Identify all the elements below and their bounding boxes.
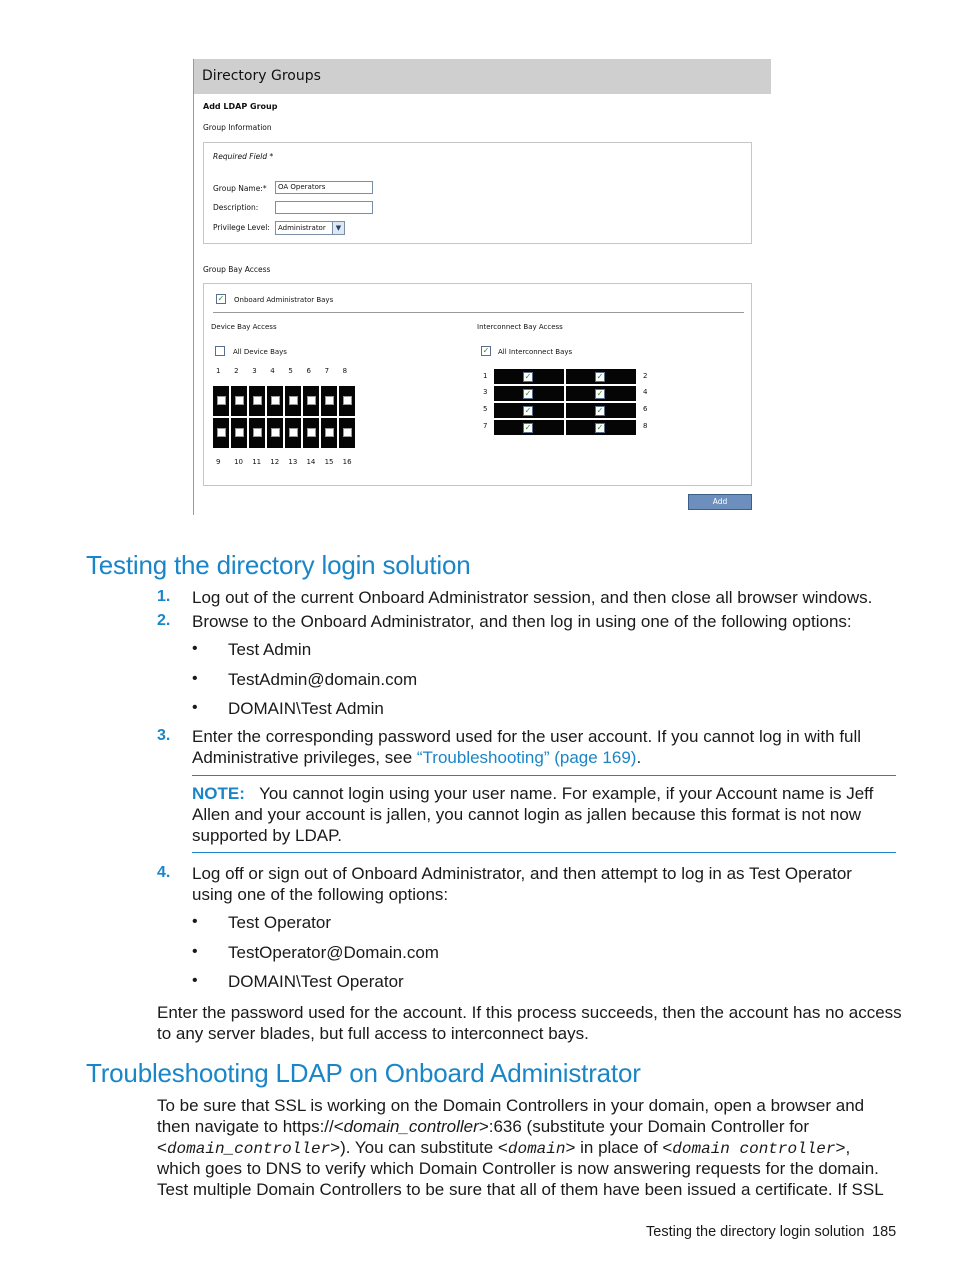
- add-button[interactable]: Add: [688, 494, 752, 510]
- bay-checkbox[interactable]: [343, 428, 352, 437]
- paragraph-line: Test multiple Domain Controllers to be sure that all of them have been issued a certificate. If SSL: [157, 1180, 884, 1199]
- ic-bay-number: 8: [643, 422, 648, 430]
- note-label: NOTE:: [192, 784, 245, 803]
- bay-number: 1: [216, 367, 221, 375]
- interconnect-bay[interactable]: [494, 420, 564, 435]
- paragraph-line: [157, 1137, 850, 1160]
- bay-number: 11: [252, 458, 262, 466]
- interconnect-bay-access-label: Interconnect Bay Access: [477, 323, 563, 331]
- step-text-line: [192, 747, 641, 768]
- bay-number: 8: [342, 367, 348, 375]
- bay-number: 6: [306, 367, 311, 375]
- bay-number: 13: [288, 458, 298, 466]
- bay-number: 5: [288, 367, 293, 375]
- step-text: Enter the corresponding password used for the user account. If you cannot log in with full: [192, 727, 862, 746]
- device-bay[interactable]: [285, 386, 301, 416]
- group-name-input[interactable]: OA Operators: [275, 181, 373, 194]
- group-bay-access-heading: Group Bay Access: [203, 265, 271, 274]
- interconnect-bay[interactable]: [494, 386, 564, 401]
- code-text: domain controller: [672, 1140, 836, 1158]
- note-text: supported by LDAP.: [192, 826, 342, 845]
- ic-bay-number: 5: [483, 405, 488, 413]
- chevron-down-icon[interactable]: ▼: [332, 222, 344, 234]
- bay-number: 14: [306, 458, 316, 466]
- closing-paragraph: to any server blades, but full access to interconnect bays.: [157, 1024, 589, 1043]
- device-bay[interactable]: [267, 386, 283, 416]
- step-number: 2.: [157, 612, 171, 629]
- bay-number: 10: [234, 458, 244, 466]
- device-bay[interactable]: [321, 386, 337, 416]
- note-text: Allen and your account is jallen, you cannot login as jallen because this format is not now: [192, 805, 862, 824]
- bay-checkbox[interactable]: [235, 428, 244, 437]
- code-text: domain: [507, 1140, 566, 1158]
- bay-checkbox[interactable]: [271, 396, 280, 405]
- text: >). You can substitute <: [330, 1138, 508, 1157]
- bullet: •: [192, 972, 198, 989]
- figure-title: Directory Groups: [202, 68, 321, 84]
- all-device-bays-label: All Device Bays: [233, 348, 287, 356]
- interconnect-bay[interactable]: [494, 369, 564, 384]
- bay-checkbox[interactable]: [289, 428, 298, 437]
- group-information-heading: Group Information: [203, 123, 272, 132]
- bay-number: 4: [270, 367, 275, 375]
- interconnect-bay[interactable]: [566, 386, 636, 401]
- interconnect-bay[interactable]: [566, 369, 636, 384]
- bay-checkbox[interactable]: ✓: [596, 372, 604, 381]
- step-number: 3.: [157, 727, 171, 744]
- paragraph-line: [157, 1116, 809, 1137]
- troubleshooting-link[interactable]: “Troubleshooting” (page 169): [416, 748, 637, 767]
- step-number: 1.: [157, 588, 171, 605]
- login-option: Test Admin: [228, 640, 312, 659]
- bay-checkbox[interactable]: [271, 428, 280, 437]
- bullet: •: [192, 670, 198, 687]
- text: then navigate to https://<: [157, 1117, 344, 1136]
- device-bay[interactable]: [213, 386, 229, 416]
- step-text: Browse to the Onboard Administrator, and then log in using one of the following options:: [192, 612, 852, 631]
- bay-number: 2: [234, 367, 239, 375]
- bay-checkbox[interactable]: [325, 428, 334, 437]
- bay-checkbox[interactable]: ✓: [596, 423, 604, 432]
- oa-bays-label: Onboard Administrator Bays: [234, 296, 334, 304]
- bay-checkbox[interactable]: [289, 396, 298, 405]
- device-bay[interactable]: [339, 418, 355, 448]
- bay-checkbox[interactable]: [307, 396, 316, 405]
- device-bay[interactable]: [321, 418, 337, 448]
- step-text-post: .: [636, 748, 642, 767]
- text: >:636 (substitute your Domain Controller for: [478, 1117, 810, 1136]
- footer-section-title: Testing the directory login solution: [646, 1224, 865, 1240]
- group-information-box: [203, 142, 752, 244]
- bay-checkbox[interactable]: ✓: [524, 423, 532, 432]
- bay-number: 15: [324, 458, 334, 466]
- device-bay[interactable]: [213, 418, 229, 448]
- note-bottom-rule: [192, 852, 896, 853]
- page-number: 185: [872, 1224, 897, 1240]
- bay-checkbox[interactable]: ✓: [524, 406, 532, 415]
- figure-title-bar: [194, 59, 771, 94]
- ic-bay-number: 3: [483, 388, 488, 396]
- interconnect-bay[interactable]: [566, 420, 636, 435]
- bay-checkbox[interactable]: [325, 396, 334, 405]
- bay-checkbox[interactable]: ✓: [524, 389, 532, 398]
- bullet: •: [192, 640, 198, 657]
- interconnect-bay[interactable]: [494, 403, 564, 418]
- section-heading-testing: Testing the directory login solution: [86, 550, 471, 580]
- section-heading-troubleshooting: Troubleshooting LDAP on Onboard Administrator: [86, 1058, 641, 1088]
- interconnect-bay[interactable]: [566, 403, 636, 418]
- divider: [213, 312, 744, 313]
- group-name-label: Group Name:*: [213, 184, 267, 193]
- privilege-level-value: Administrator: [278, 224, 326, 232]
- device-bay[interactable]: [339, 386, 355, 416]
- device-bay[interactable]: [231, 386, 247, 416]
- device-bay[interactable]: [303, 418, 319, 448]
- step-text-pre: Administrative privileges, see: [192, 748, 417, 767]
- bay-checkbox[interactable]: [217, 428, 226, 437]
- login-option: Test Operator: [228, 913, 331, 932]
- bay-checkbox[interactable]: ✓: [596, 406, 604, 415]
- all-interconnect-bays-label: All Interconnect Bays: [498, 348, 573, 356]
- bay-checkbox[interactable]: ✓: [524, 372, 532, 381]
- ic-bay-number: 7: [483, 422, 488, 430]
- bay-checkbox[interactable]: [235, 396, 244, 405]
- bay-checkbox[interactable]: [343, 396, 352, 405]
- bullet: •: [192, 699, 198, 716]
- step-text: Log out of the current Onboard Administrator session, and then close all browser windows.: [192, 588, 873, 607]
- oa-bays-checkbox[interactable]: ✓: [217, 294, 225, 303]
- device-bay-access-label: Device Bay Access: [211, 323, 277, 331]
- all-device-bays-checkbox[interactable]: [215, 346, 225, 356]
- login-option: DOMAIN\Test Operator: [228, 972, 404, 991]
- login-option: TestOperator@Domain.com: [228, 943, 439, 962]
- ic-bay-number: 4: [643, 388, 648, 396]
- device-bay[interactable]: [249, 418, 265, 448]
- description-input[interactable]: [275, 201, 373, 214]
- description-label: Description:: [213, 203, 259, 212]
- bullet: •: [192, 913, 198, 930]
- text: > in place of <: [565, 1138, 673, 1157]
- bay-checkbox[interactable]: [253, 428, 262, 437]
- login-option: TestAdmin@domain.com: [228, 670, 418, 689]
- device-bay[interactable]: [249, 386, 265, 416]
- bay-checkbox[interactable]: [217, 396, 226, 405]
- device-bay-row-bottom: [213, 418, 355, 448]
- privilege-level-select[interactable]: [275, 221, 345, 235]
- all-interconnect-bays-checkbox[interactable]: ✓: [482, 346, 490, 355]
- bullet: •: [192, 943, 198, 960]
- note-line: [192, 783, 873, 804]
- paragraph-line: To be sure that SSL is working on the Domain Controllers in your domain, open a browser and: [157, 1096, 865, 1115]
- bay-checkbox[interactable]: ✓: [596, 389, 604, 398]
- directory-groups-screenshot: [193, 59, 772, 515]
- closing-paragraph: Enter the password used for the account. If this process succeeds, then the account has no access: [157, 1003, 902, 1022]
- bay-number: 12: [270, 458, 280, 466]
- device-bay[interactable]: [267, 418, 283, 448]
- text: <: [157, 1138, 167, 1157]
- step-text: using one of the following options:: [192, 885, 449, 904]
- privilege-level-label: Privilege Level:: [213, 223, 270, 232]
- bay-number: 7: [324, 367, 330, 375]
- device-bay-numbers-top: [216, 367, 361, 375]
- device-bay[interactable]: [303, 386, 319, 416]
- device-bay-row-top: [213, 386, 355, 416]
- step-text: Log off or sign out of Onboard Administrator, and then attempt to log in as Test Operator: [192, 864, 852, 883]
- device-bay[interactable]: [231, 418, 247, 448]
- bay-number: 9: [216, 458, 221, 466]
- ic-bay-number: 2: [643, 372, 648, 380]
- add-ldap-group-heading: Add LDAP Group: [203, 102, 278, 111]
- note-top-rule: [192, 775, 896, 776]
- bay-number: 3: [252, 367, 257, 375]
- bay-number: 16: [342, 458, 352, 466]
- bay-checkbox[interactable]: [307, 428, 316, 437]
- login-option: DOMAIN\Test Admin: [228, 699, 384, 718]
- ic-bay-number: 1: [483, 372, 488, 380]
- step-number: 4.: [157, 864, 171, 881]
- note-text: You cannot login using your user name. For example, if your Account name is Jeff: [259, 784, 874, 803]
- required-field-note: Required Field *: [213, 152, 274, 161]
- group-bay-access-box: [203, 283, 752, 486]
- text: >,: [835, 1138, 851, 1157]
- ic-bay-number: 6: [643, 405, 648, 413]
- device-bay-numbers-bottom: [216, 458, 361, 466]
- bay-checkbox[interactable]: [253, 396, 262, 405]
- placeholder-text: domain_controller: [343, 1117, 479, 1136]
- paragraph-line: which goes to DNS to verify which Domain Controller is now answering requests for the domain.: [157, 1159, 879, 1178]
- device-bay[interactable]: [285, 418, 301, 448]
- code-text: domain_controller: [166, 1140, 331, 1158]
